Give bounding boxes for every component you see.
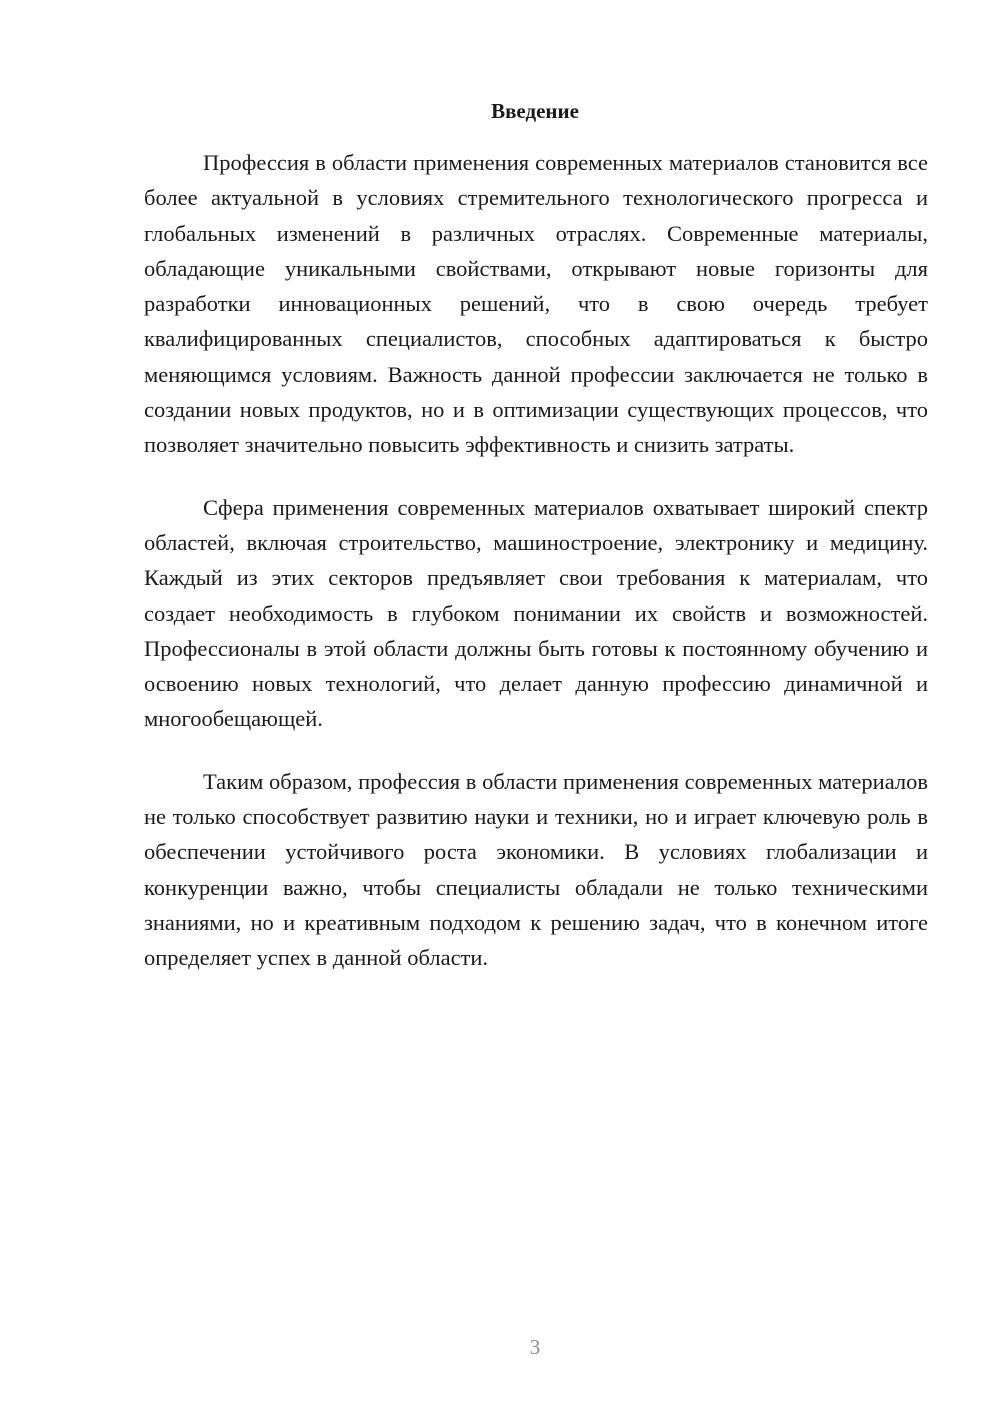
page-number: 3 bbox=[529, 1335, 541, 1359]
section-title: Введение bbox=[491, 99, 579, 123]
paragraph-2: Сфера применения современных материалов охватывает широкий спектр областей, включая строительство, машиностроение, электронику и медицину. Каждый из этих секторов предъявляет свои требования к материалам, что создает необходимость в глубоком понимании их свойств и возможностей. Профессионалы в этой области должны быть готовы к постоянному обучению и освоению новых технологий, что делает данную профессию динамичной и многообещающей. bbox=[144, 494, 928, 732]
body-text bbox=[144, 145, 928, 1003]
paragraph-3: Таким образом, профессия в области применения современных материалов не только способствует развитию науки и техники, но и играет ключевую роль в обеспечении устойчивого роста экономики. В условиях глобализации и конкуренции важно, чтобы специалисты обладали не только техническими знаниями, но и креативным подходом к решению задач, что в конечном итоге определяет успех в данной области. bbox=[144, 768, 928, 971]
paragraph-1: Профессия в области применения современных материалов становится все более актуальной в условиях стремительного технологического прогресса и глобальных изменений в различных отраслях. Современные материалы, обладающие уникальными свойствами, открывают новые горизонты для разработки инновационных решений, что в свою очередь требует квалифицированных специалистов, способных адаптироваться к быстро меняющимся условиям. Важность данной профессии заключается не только в создании новых продуктов, но и в оптимизации существующих процессов, что позволяет значительно повысить эффективность и снизить затраты. bbox=[144, 150, 928, 458]
